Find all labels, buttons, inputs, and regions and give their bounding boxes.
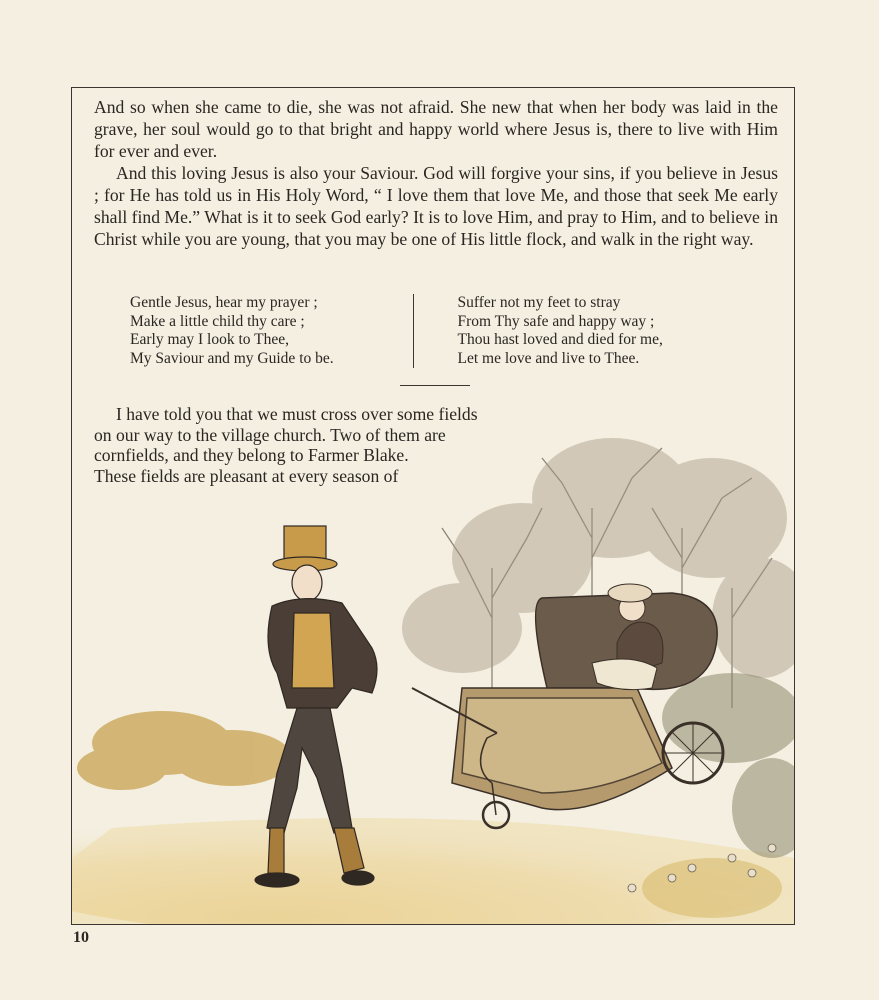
lower-line: cornfields, and they belong to Farmer Blake. <box>94 445 409 465</box>
hymn-line: Gentle Jesus, hear my prayer ; <box>130 294 318 311</box>
lower-line: I have told you that we must cross over some fields <box>116 404 478 424</box>
hymn-left-column <box>130 294 413 368</box>
hymn-line: From Thy safe and happy way ; <box>457 312 655 330</box>
hedge-left <box>77 711 292 790</box>
hymn-right-column <box>413 294 741 368</box>
hymn-line: Thou hast loved and died for me, <box>457 331 663 348</box>
hymn-line: Early may I look to Thee, <box>130 331 289 348</box>
lower-line: on our way to the village church. Two of them are <box>94 424 446 445</box>
paragraph-2: And this loving Jesus is also your Saviour. God will forgive your sins, if you believe in Jesus ; for He has told us in His Holy Word, “ I love them that love Me, and those that seek Me early shall find Me.” What is it to seek God early? It is to love Him, and pray to Him, and to believe in Christ while you are young, that you may be one of His little flock, and walk in the right way. <box>94 163 778 249</box>
hedge-right <box>642 673 794 918</box>
page-frame <box>71 87 795 925</box>
hymn-line: Make a little child thy care ; <box>130 312 305 330</box>
paragraph-1: And so when she came to die, she was not afraid. She new that when her body was laid in the grave, her soul would go to that bright and happy world where Jesus is, there to live with Him for ever and ever. <box>94 97 778 161</box>
hymn-line: Let me love and live to Thee. <box>457 349 640 367</box>
hymn-line: My Saviour and my Guide to be. <box>130 349 334 367</box>
section-divider <box>400 385 470 386</box>
page-number: 10 <box>73 929 89 946</box>
hymn-line: Suffer not my feet to stray <box>457 294 621 311</box>
hymn-verse <box>130 294 740 368</box>
lower-text <box>94 404 594 486</box>
lower-line: These fields are pleasant at every season of <box>94 465 399 486</box>
main-text <box>94 96 778 250</box>
